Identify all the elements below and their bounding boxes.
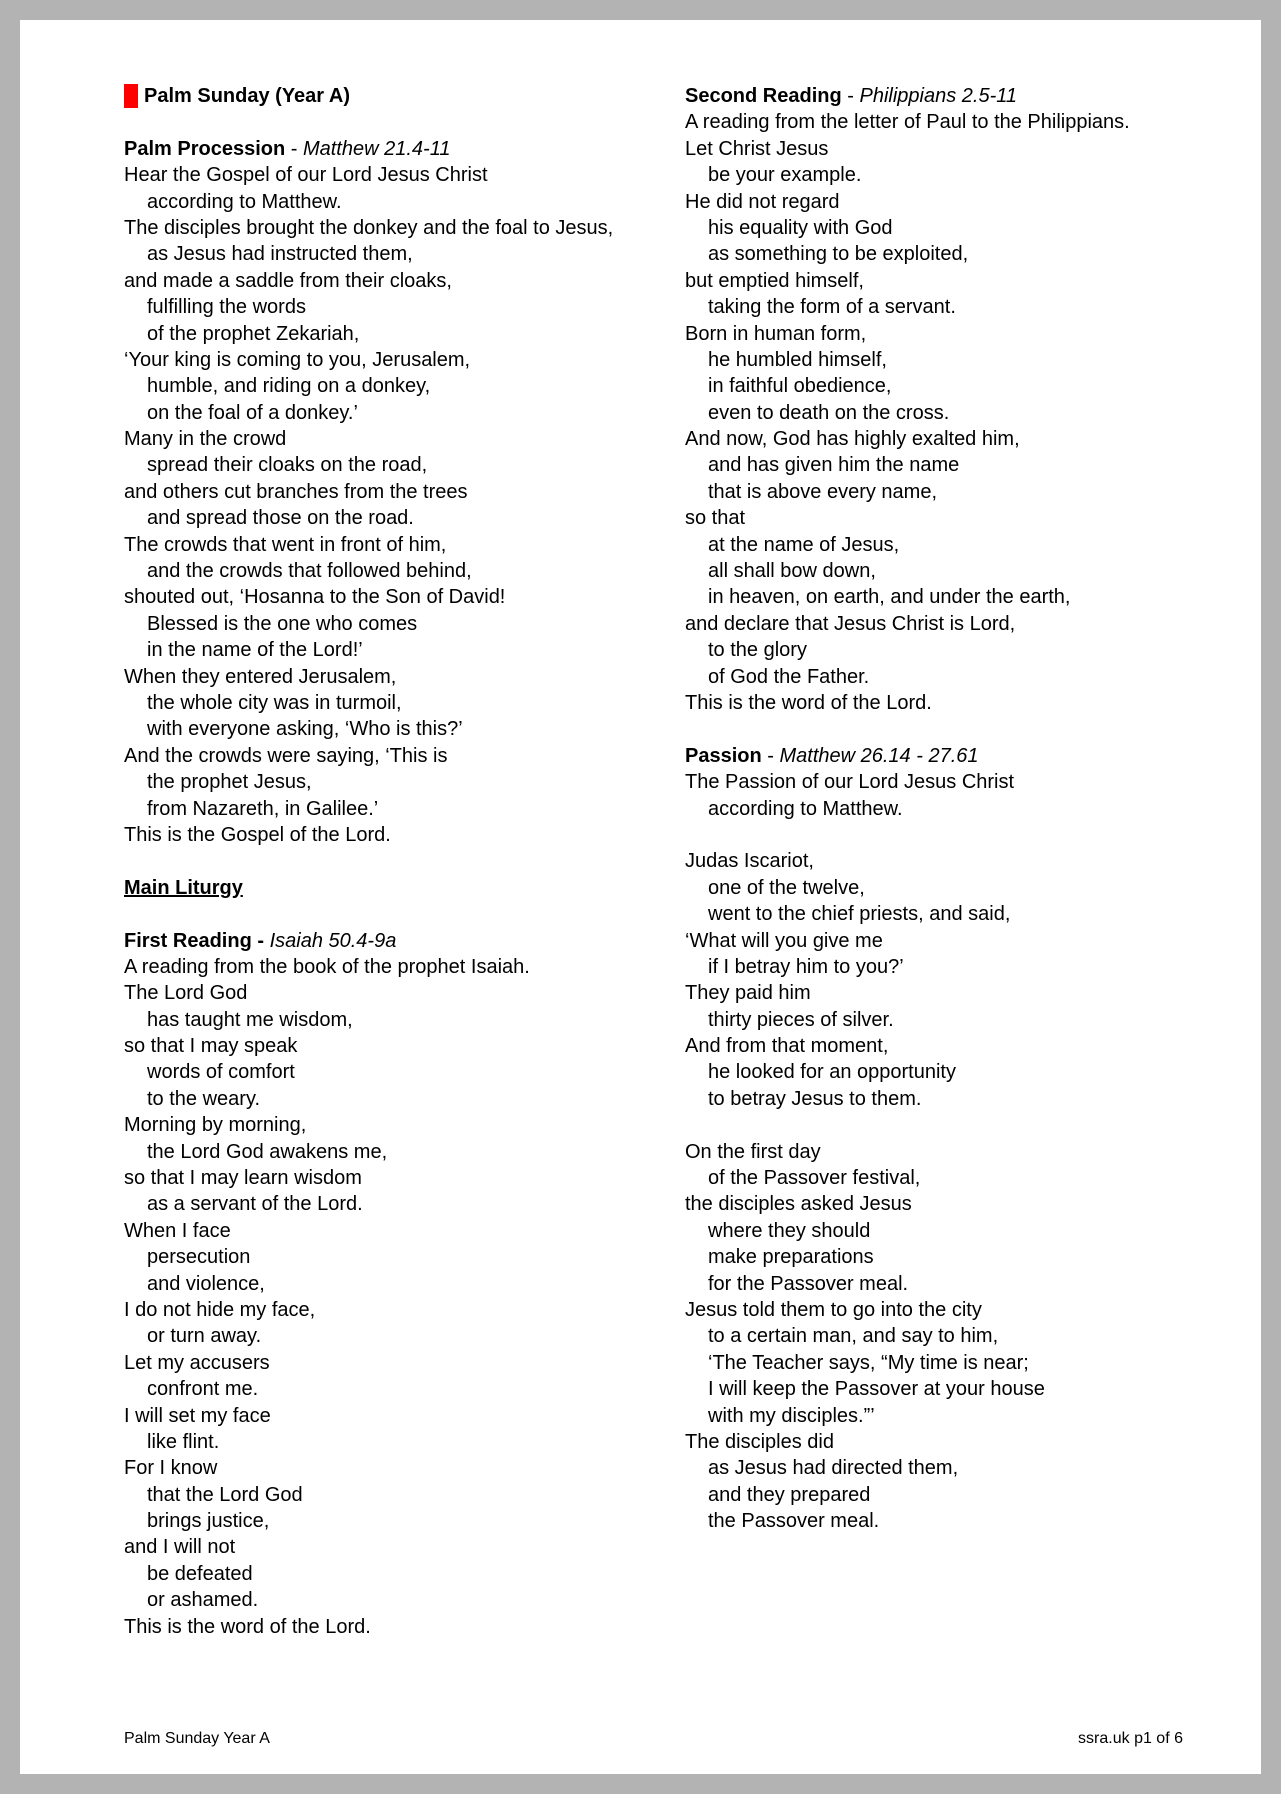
- text-line: he humbled himself,: [708, 348, 887, 371]
- text-line: and they prepared: [708, 1483, 871, 1506]
- text-line: be defeated: [147, 1562, 253, 1585]
- title-marker: [124, 84, 138, 108]
- text-line: in heaven, on earth, and under the earth,: [708, 586, 1071, 609]
- text-line: A reading from the book of the prophet Isaiah.: [124, 955, 530, 978]
- text-line: and the crowds that followed behind,: [147, 560, 472, 583]
- text-line: I will keep the Passover at your house: [708, 1378, 1045, 1401]
- first-reading-text: [124, 954, 664, 1640]
- text-line: for the Passover meal.: [708, 1272, 909, 1295]
- text-line: Many in the crowd: [124, 428, 287, 451]
- text-line: and spread those on the road.: [147, 507, 414, 530]
- text-line: This is the word of the Lord.: [124, 1615, 371, 1638]
- text-line: And from that moment,: [685, 1035, 889, 1058]
- text-line: ‘What will you give me: [685, 929, 883, 952]
- second-reading-heading: Second Reading - Philippians 2.5-11: [685, 85, 1017, 107]
- text-line: at the name of Jesus,: [708, 533, 900, 556]
- text-line: from Nazareth, in Galilee.’: [147, 797, 379, 820]
- text-line: that is above every name,: [708, 480, 938, 503]
- text-line: as Jesus had instructed them,: [147, 243, 413, 266]
- text-line: according to Matthew.: [708, 797, 903, 820]
- text-line: as something to be exploited,: [708, 243, 969, 266]
- footer-right: ssra.uk p1 of 6: [1078, 1730, 1183, 1747]
- text-line: as a servant of the Lord.: [147, 1193, 363, 1216]
- text-line: the Lord God awakens me,: [147, 1140, 388, 1163]
- text-line: the whole city was in turmoil,: [147, 691, 402, 714]
- text-line: one of the twelve,: [708, 876, 865, 899]
- text-line: he looked for an opportunity: [708, 1061, 956, 1084]
- text-line: This is the Gospel of the Lord.: [124, 823, 391, 846]
- text-line: This is the word of the Lord.: [685, 691, 932, 714]
- text-line: The Lord God: [124, 982, 248, 1005]
- text-line: Let Christ Jesus: [685, 137, 829, 160]
- text-line: taking the form of a servant.: [708, 296, 956, 319]
- text-line: on the foal of a donkey.’: [147, 401, 358, 424]
- text-line: For I know: [124, 1457, 218, 1480]
- text-line: according to Matthew.: [147, 190, 342, 213]
- text-line: I will set my face: [124, 1404, 271, 1427]
- text-line: and I will not: [124, 1536, 236, 1559]
- text-line: humble, and riding on a donkey,: [147, 375, 431, 398]
- text-line: [685, 822, 1185, 848]
- passion-text: [685, 769, 1185, 1534]
- text-line: On the first day: [685, 1140, 821, 1163]
- footer-left: Palm Sunday Year A: [124, 1730, 270, 1747]
- text-line: ‘The Teacher says, “My time is near;: [708, 1351, 1029, 1374]
- right-column: [685, 83, 1185, 1534]
- text-line: the Passover meal.: [708, 1510, 880, 1533]
- text-line: but emptied himself,: [685, 269, 864, 292]
- text-line: be your example.: [708, 164, 862, 187]
- text-line: the disciples asked Jesus: [685, 1193, 912, 1216]
- text-line: in faithful obedience,: [708, 375, 892, 398]
- title-line: [124, 83, 664, 109]
- text-line: Judas Iscariot,: [685, 850, 814, 873]
- text-line: and violence,: [147, 1272, 265, 1295]
- document-page: [20, 20, 1261, 1774]
- text-line: if I betray him to you?’: [708, 955, 904, 978]
- page-title: Palm Sunday (Year A): [144, 85, 350, 107]
- text-line: where they should: [708, 1219, 871, 1242]
- text-line: He did not regard: [685, 190, 840, 213]
- text-line: to a certain man, and say to him,: [708, 1325, 999, 1348]
- text-line: like flint.: [147, 1430, 220, 1453]
- text-line: with my disciples.”’: [708, 1404, 875, 1427]
- second-reading-text: [685, 109, 1185, 716]
- text-line: that the Lord God: [147, 1483, 303, 1506]
- text-line: and declare that Jesus Christ is Lord,: [685, 612, 1016, 635]
- text-line: The crowds that went in front of him,: [124, 533, 447, 556]
- left-column: [124, 83, 664, 1640]
- text-line: with everyone asking, ‘Who is this?’: [147, 718, 463, 741]
- text-line: words of comfort: [147, 1061, 295, 1084]
- text-line: When they entered Jerusalem,: [124, 665, 397, 688]
- text-line: to the weary.: [147, 1087, 261, 1110]
- text-line: The disciples brought the donkey and the foal to Jesus,: [124, 216, 614, 239]
- text-line: I do not hide my face,: [124, 1298, 316, 1321]
- text-line: of God the Father.: [708, 665, 870, 688]
- text-line: When I face: [124, 1219, 231, 1242]
- palm-procession-heading: Palm Procession - Matthew 21.4-11: [124, 137, 451, 160]
- text-line: Born in human form,: [685, 322, 867, 345]
- text-line: Jesus told them to go into the city: [685, 1298, 982, 1321]
- text-line: And the crowds were saying, ‘This is: [124, 744, 448, 767]
- text-line: the prophet Jesus,: [147, 771, 312, 794]
- text-line: A reading from the letter of Paul to the Philippians.: [685, 111, 1130, 134]
- text-line: make preparations: [708, 1246, 874, 1269]
- text-line: so that: [685, 507, 746, 530]
- text-line: and others cut branches from the trees: [124, 480, 468, 503]
- text-line: has taught me wisdom,: [147, 1008, 353, 1031]
- text-line: Blessed is the one who comes: [147, 612, 418, 635]
- text-line: ‘Your king is coming to you, Jerusalem,: [124, 348, 471, 371]
- text-line: And now, God has highly exalted him,: [685, 428, 1020, 451]
- text-line: and has given him the name: [708, 454, 960, 477]
- text-line: and made a saddle from their cloaks,: [124, 269, 452, 292]
- text-line: as Jesus had directed them,: [708, 1457, 959, 1480]
- text-line: The Passion of our Lord Jesus Christ: [685, 771, 1015, 794]
- text-line: so that I may learn wisdom: [124, 1167, 362, 1190]
- text-line: [685, 1112, 1185, 1138]
- text-line: of the prophet Zekariah,: [147, 322, 360, 345]
- text-line: or ashamed.: [147, 1589, 259, 1612]
- text-line: thirty pieces of silver.: [708, 1008, 894, 1031]
- text-line: even to death on the cross.: [708, 401, 950, 424]
- text-line: persecution: [147, 1246, 251, 1269]
- passion-heading: Passion - Matthew 26.14 - 27.61: [685, 744, 979, 767]
- text-line: so that I may speak: [124, 1035, 298, 1058]
- text-line: Morning by morning,: [124, 1114, 307, 1137]
- text-line: in the name of the Lord!’: [147, 639, 363, 662]
- text-line: to the glory: [708, 639, 807, 662]
- palm-procession-text: [124, 162, 664, 848]
- text-line: Hear the Gospel of our Lord Jesus Christ: [124, 164, 488, 187]
- text-line: shouted out, ‘Hosanna to the Son of David!: [124, 586, 506, 609]
- text-line: his equality with God: [708, 216, 893, 239]
- text-line: The disciples did: [685, 1430, 834, 1453]
- text-line: or turn away.: [147, 1325, 262, 1348]
- text-line: They paid him: [685, 982, 811, 1005]
- text-line: Let my accusers: [124, 1351, 270, 1374]
- text-line: of the Passover festival,: [708, 1167, 921, 1190]
- text-line: to betray Jesus to them.: [708, 1087, 922, 1110]
- text-line: all shall bow down,: [708, 560, 876, 583]
- text-line: spread their cloaks on the road,: [147, 454, 428, 477]
- text-line: fulfilling the words: [147, 296, 306, 319]
- text-line: confront me.: [147, 1378, 259, 1401]
- text-line: went to the chief priests, and said,: [708, 903, 1011, 926]
- first-reading-heading: First Reading - Isaiah 50.4-9a: [124, 929, 397, 952]
- main-liturgy-heading: Main Liturgy: [124, 876, 243, 899]
- text-line: brings justice,: [147, 1510, 270, 1533]
